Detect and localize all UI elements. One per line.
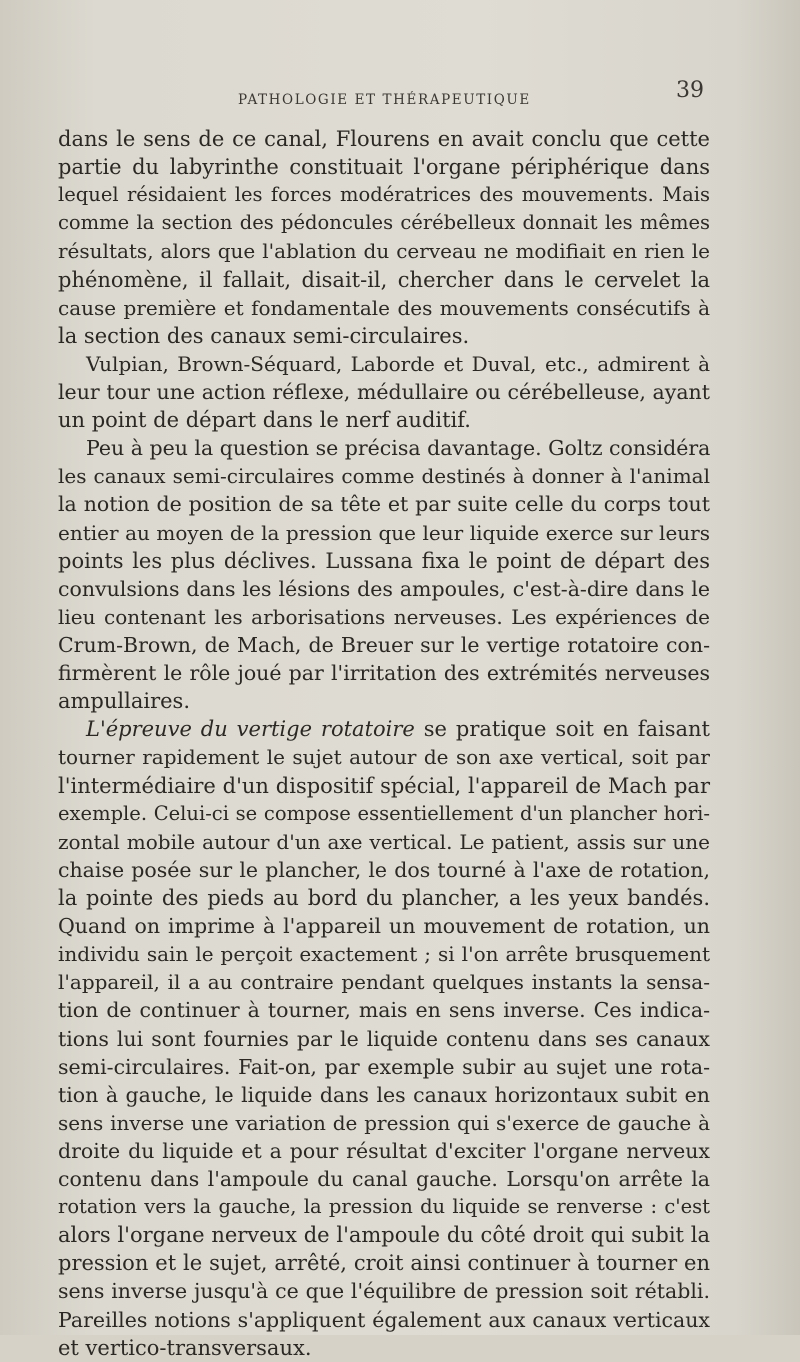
text-line: alors l'organe nerveux de l'ampoule du côté droit qui subit la <box>58 1223 710 1248</box>
text-line: contenu dans l'ampoule du canal gauche. Lorsqu'on arrête la <box>58 1167 710 1192</box>
text-line: exemple. Celui-ci se compose essentiellement d'un plancher hori- <box>58 801 710 825</box>
text-line: la pointe des pieds au bord du plancher, a les yeux bandés. <box>58 885 710 910</box>
text-line: l'appareil, il a au contraire pendant quelques instants la sensa- <box>58 970 710 995</box>
text-line: partie du labyrinthe constituait l'organe périphérique dans <box>58 155 710 180</box>
text-line: pression et le sujet, arrêté, croit ainsi continuer à tourner en <box>58 1251 710 1276</box>
text-line: chaise posée sur le plancher, le dos tourné à l'axe de rotation, <box>58 857 710 882</box>
page-number: 39 <box>676 78 704 103</box>
text-line: Crum-Brown, de Mach, de Breuer sur le vertige rotatoire con- <box>58 632 710 657</box>
text-line: points les plus déclives. Lussana fixa le point de départ des <box>58 548 710 573</box>
text-line: l'intermédiaire d'un dispositif spécial, l'appareil de Mach par <box>58 773 710 798</box>
text-line: droite du liquide et a pour résultat d'exciter l'organe nerveux <box>58 1138 710 1163</box>
running-title: PATHOLOGIE ET THÉRAPEUTIQUE <box>238 92 531 108</box>
text-line: la notion de position de sa tête et par suite celle du corps tout <box>58 492 710 517</box>
text-line: lieu contenant les arborisations nerveuses. Les expériences de <box>58 604 710 629</box>
body-text <box>58 125 710 1362</box>
text-line: comme la section des pédoncules cérébelleux donnait les mêmes <box>58 211 710 235</box>
text-line: lequel résidaient les forces modératrices des mouvements. Mais <box>58 183 710 207</box>
text-line-with-italic-lead <box>58 715 710 743</box>
text-line: résultats, alors que l'ablation du cerveau ne modifiait en rien le <box>58 239 710 264</box>
text-line: semi-circulaires. Fait-on, par exemple subir au sujet une rota- <box>58 1054 710 1079</box>
text-line: rotation vers la gauche, la pression du liquide se renverse : c'est <box>58 1195 710 1219</box>
text-line: Pareilles notions s'appliquent également aux canaux verticaux <box>58 1307 710 1332</box>
text-line: un point de départ dans le nerf auditif. <box>58 408 471 433</box>
text-line: et vertico-transversaux. <box>58 1335 312 1360</box>
italic-lead: L'épreuve du vertige rotatoire <box>86 717 415 742</box>
text-line: la section des canaux semi-circulaires. <box>58 323 470 348</box>
page-header <box>0 78 800 118</box>
text-line: sens inverse une variation de pression qui s'exerce de gauche à <box>58 1110 710 1135</box>
text-line: convulsions dans les lésions des ampoules, c'est-à-dire dans le <box>58 576 710 601</box>
text-line: sens inverse jusqu'à ce que l'équilibre de pression soit rétabli. <box>58 1279 710 1304</box>
text-line: tions lui sont fournies par le liquide contenu dans ses canaux <box>58 1026 710 1051</box>
text-line: phénomène, il fallait, disait-il, chercher dans le cervelet la <box>58 267 710 292</box>
text-line: tion de continuer à tourner, mais en sens inverse. Ces indica- <box>58 998 710 1023</box>
text-line: entier au moyen de la pression que leur liquide exerce sur leurs <box>58 520 710 545</box>
text-line: ampullaires. <box>58 689 190 714</box>
text-line: zontal mobile autour d'un axe vertical. Le patient, assis sur une <box>58 829 710 854</box>
text-line: individu sain le perçoit exactement ; si l'on arrête brusquement <box>58 942 710 967</box>
text-line: tourner rapidement le sujet autour de son axe vertical, soit par <box>58 745 710 770</box>
text-line: dans le sens de ce canal, Flourens en avait conclu que cette <box>58 127 710 151</box>
text-line: firmèrent le rôle joué par l'irritation des extrémités nerveuses <box>58 661 710 686</box>
text-line: Vulpian, Brown-Séquard, Laborde et Duval, etc., admirent à <box>86 351 710 376</box>
text-line: cause première et fondamentale des mouvements consécutifs à <box>58 295 710 320</box>
text-line-rest: se pratique soit en faisant <box>423 717 710 742</box>
text-line: les canaux semi-circulaires comme destinés à donner à l'animal <box>58 464 710 489</box>
text-line: leur tour une action réflexe, médullaire ou cérébelleuse, ayant <box>58 379 710 404</box>
text-line: Quand on imprime à l'appareil un mouvement de rotation, un <box>58 914 710 939</box>
text-line: Peu à peu la question se précisa davantage. Goltz considéra <box>86 436 711 461</box>
text-line: tion à gauche, le liquide dans les canaux horizontaux subit en <box>58 1082 710 1107</box>
